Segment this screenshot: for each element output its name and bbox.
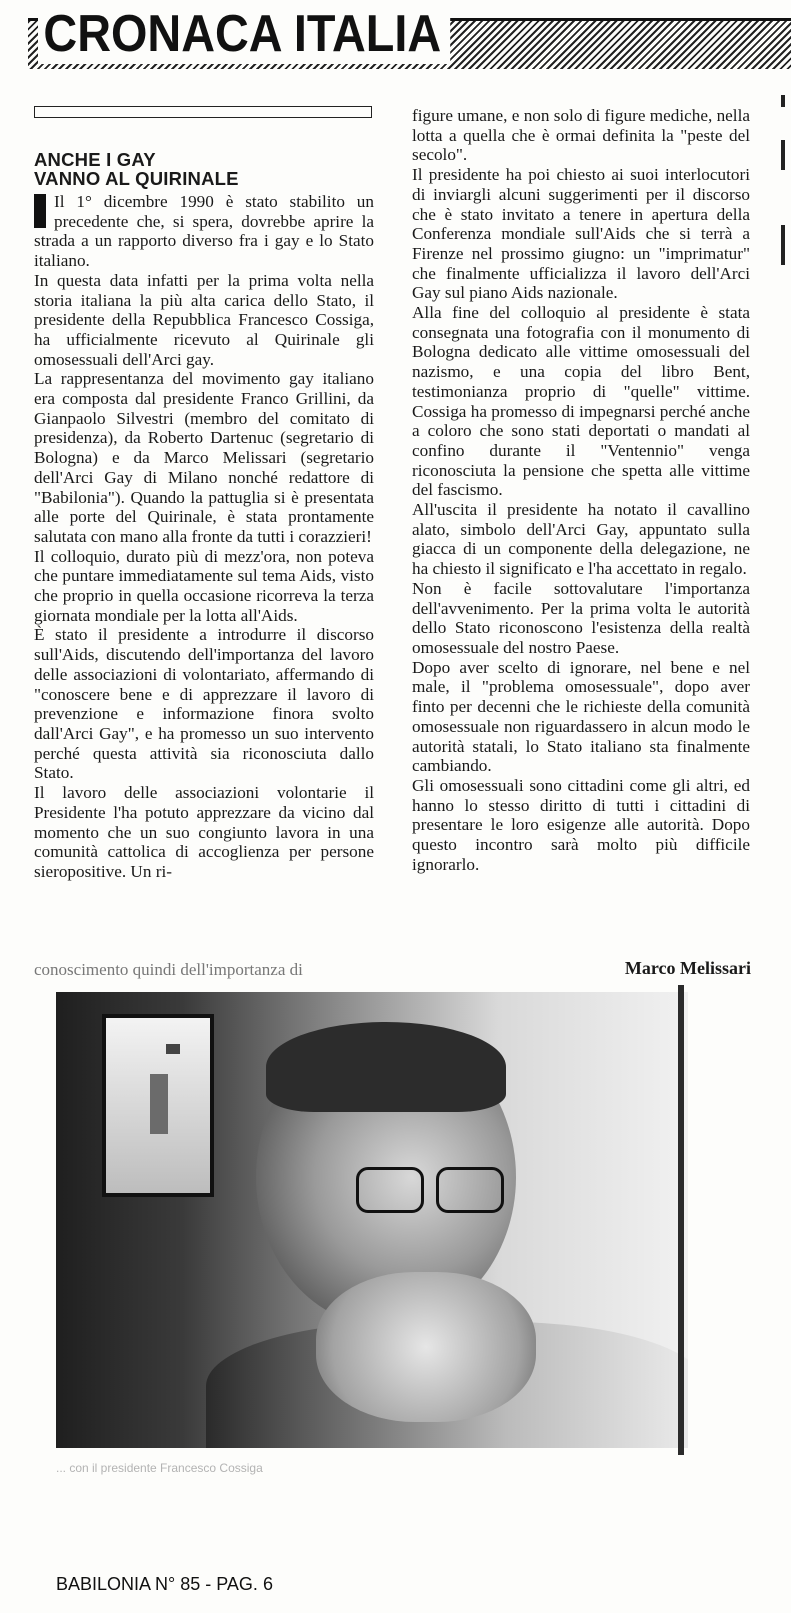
paragraph: È stato il presidente a introdurre il discorso sull'Aids, discutendo dell'importanza del lavoro delle associazioni di volontariato, affermando di "conoscere bene e di apprezzare il lavoro di prevenzione e informazione finora svolto dall'Arci Gay", e ha promesso un suo intervento perché questa attività sia riconosciuta dallo Stato.	[34, 625, 374, 783]
paragraph: Il presidente ha poi chiesto ai suoi interlocutori di inviargli alcuni suggerimenti per il discorso che è stato invitato a tenere in apertura della Conferenza mondiale sull'Aids che si terrà a Firenze nel prossimo giugno: un "imprimatur" che finalmente ufficializza il lavoro dell'Arci Gay sul piano Aids nazionale.	[412, 165, 750, 303]
photo-divider	[678, 985, 684, 1455]
article-right-column	[412, 106, 750, 874]
author-signature: Marco Melissari	[624, 958, 751, 978]
article-headline	[34, 150, 374, 188]
article-rule-box	[34, 106, 372, 118]
dropcap-mark	[34, 194, 46, 228]
edge-mark	[781, 225, 785, 265]
paragraph: Dopo aver scelto di ignorare, nel bene e nel male, il "problema omosessuale", dopo aver finto per decenni che le richieste della comunità omosessuale non riguardassero in alcun modo le autorità statali, lo Stato italiano sta finalmente cambiando.	[412, 657, 750, 776]
framed-picture-quirinale	[102, 1014, 214, 1197]
headline-line-2: VANNO AL QUIRINALE	[34, 168, 239, 189]
paragraph: Non è facile sottovalutare l'importanza dell'avvenimento. Per la prima volta le autorità dello Stato riconoscono l'esistenza della realtà omosessuale del nostro Paese.	[412, 578, 750, 657]
paragraph: Il colloquio, durato più di mezz'ora, non poteva che puntare immediatamente sul tema Aids, visto che proprio in quella occasione ricorreva la terza giornata mondiale per la lotta all'Aids.	[34, 546, 374, 625]
faded-line: conoscimento quindi dell'importanza di	[34, 960, 303, 979]
section-title: CRONACA ITALIA	[38, 4, 450, 64]
edge-mark	[781, 95, 785, 107]
lens-right	[436, 1167, 504, 1213]
paragraph: In questa data infatti per la prima volta nella storia italiana la più alta carica dello Stato, il presidente della Repubblica Francesco Cossiga, ha ufficialmente ricevuto al Quirinale gli omosessuali dell'Arci gay.	[34, 270, 374, 369]
paragraph: All'uscita il presidente ha notato il cavallino alato, simbolo dell'Arci Gay, appuntato sulla giacca di un componente della delegazione, ne ha chiesto il significato e l'ha accettato in regalo.	[412, 500, 750, 579]
flag-shape	[166, 1044, 180, 1054]
paragraph: Il 1° dicembre 1990 è stato stabilito un precedente che, si spera, dovrebbe aprire la strada a un rapporto diverso fra i gay e lo Stato italiano.	[34, 192, 374, 271]
paragraph: Gli omosessuali sono cittadini come gli altri, ed hanno lo stesso diritto di tutti i cittadini di presentare le loro esigenze alle autorità. Dopo questo incontro sarà molto più difficile ignorarlo.	[412, 775, 750, 874]
paragraph: La rappresentanza del movimento gay italiano era composta dal presidente Franco Grillini, da Gianpaolo Silvestri (membro del comitato di presidenza), da Roberto Dartenuc (segretario di Bologna) e da Marco Melissari (segretario dell'Arci Gay di Milano nonché redattore di "Babilonia"). Quando la pattuglia si è presentata alle porte del Quirinale, è stata prontamente salutata con mano alla fronte da tutti i corazzieri!	[34, 369, 374, 546]
person-hand	[316, 1272, 536, 1422]
edge-mark	[781, 140, 785, 170]
tower-shape	[150, 1074, 168, 1134]
headline-line-1: ANCHE I GAY	[34, 149, 156, 170]
photo-caption: ... con il presidente Francesco Cossiga	[56, 1461, 263, 1475]
article-left-column	[34, 150, 374, 882]
paragraph: Il lavoro delle associazioni volontarie il Presidente l'ha potuto apprezzare da vicino dal momento che un suo congiunto lavora in una comunità cattolica di accoglienza per persone sieropositive. Un ri-	[34, 783, 374, 881]
paragraph: Alla fine del colloquio al presidente è stata consegnata una fotografia con il monumento di Bologna dedicato alle vittime omosessuali del nazismo, e una copia del libro Bent, testimonianza proprio di "quelle" vittime. Cossiga ha promesso di impegnarsi perché anche a coloro che sono stati deportati o mandati al confino durante il "Ventennio" venga riconosciuta la pensione che spetta alle vittime del fascismo.	[412, 303, 750, 500]
article-photo	[56, 992, 688, 1448]
paragraph: figure umane, e non solo di figure mediche, nella lotta a quella che è ormai definita la "peste del secolo".	[412, 106, 750, 165]
lens-left	[356, 1167, 424, 1213]
glasses-icon	[356, 1167, 506, 1211]
page-footer: BABILONIA N° 85 - PAG. 6	[56, 1574, 273, 1594]
person-hair	[266, 1022, 506, 1112]
